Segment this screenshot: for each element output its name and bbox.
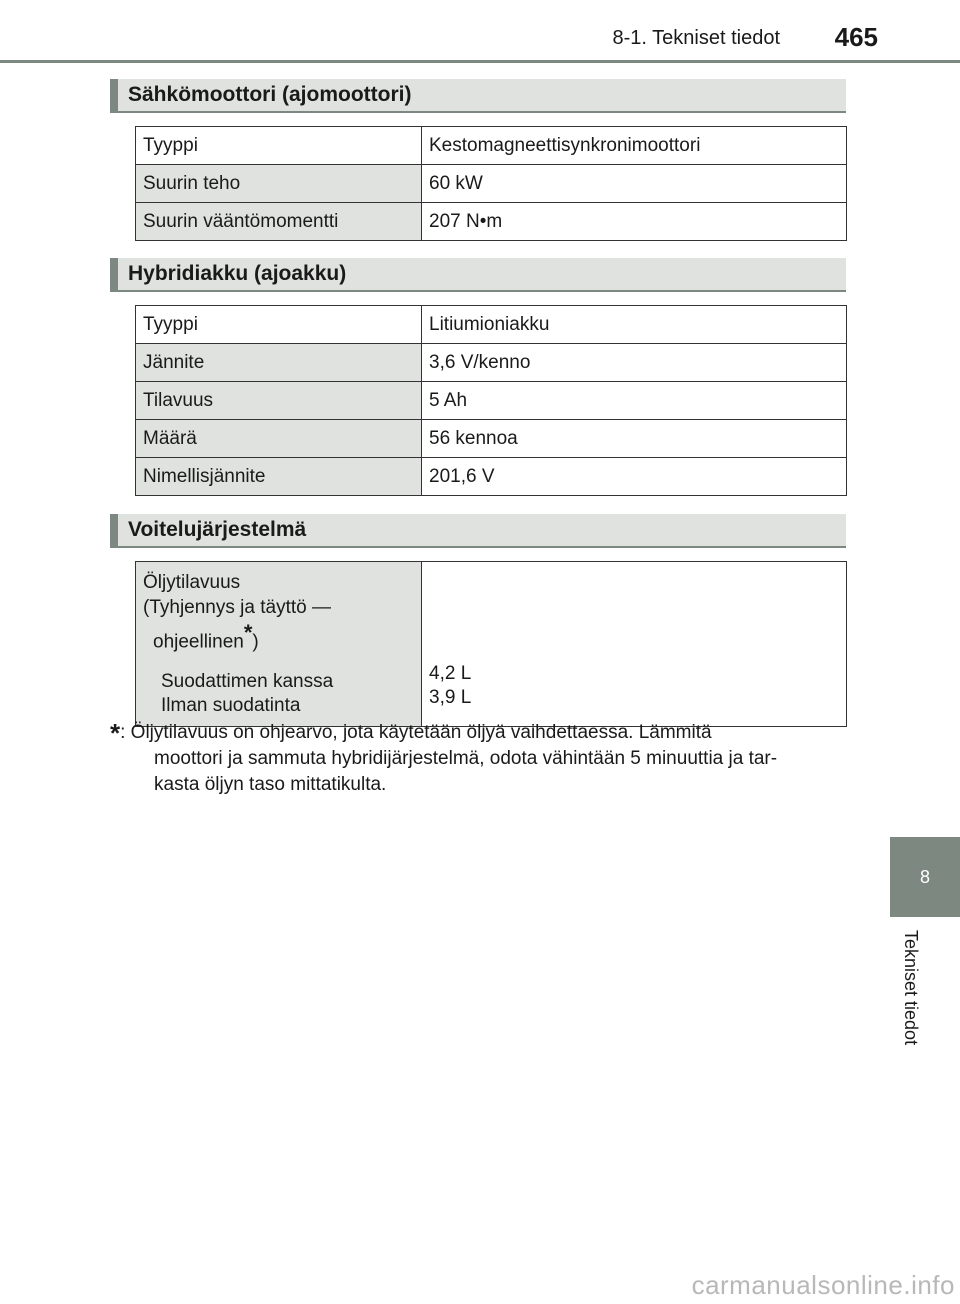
oil-value-without-filter: 3,9 L [429,687,472,708]
footnote-line3: kasta öljyn taso mittatikulta. [154,774,387,795]
spec-key: Tilavuus [136,382,422,420]
spec-key: Suurin teho [136,165,422,203]
spec-key: Suurin vääntömomentti [136,203,422,241]
page-number: 465 [834,22,878,52]
oil-value-with-filter: 4,2 L [429,663,472,684]
oil-sub-without-filter: Ilman suodatinta [161,695,301,717]
spec-key: Nimellisjännite [136,458,422,496]
oil-capacity-key [136,562,422,727]
chapter-tab[interactable] [890,837,960,917]
spec-value: Kestomagneettisynkronimoottori [422,127,847,165]
spec-key: Tyyppi [136,306,422,344]
table-row [136,382,847,420]
hybrid-battery-table [135,305,847,496]
table-row [136,306,847,344]
table-row [136,344,847,382]
table-row [136,420,847,458]
spec-value: 56 kennoa [422,420,847,458]
spec-value: Litiumioniakku [422,306,847,344]
chapter-number: 8 [919,866,930,887]
chapter-label: Tekniset tiedot [901,930,921,1046]
oil-key-line3 [143,620,414,654]
table-row [136,203,847,241]
section-title: 8-1. Tekniset tiedot [612,27,780,49]
footnote-line2: moottori ja sammuta hybridijärjestelmä, odota vähintään 5 minuuttia ja tar- [154,748,778,769]
oil-key-line2: (Tyhjennys ja täyttö — [143,597,331,618]
spec-value: 201,6 V [422,458,847,496]
footnote-line1: : Öljytilavuus on ohjearvo, jota käytetään öljyä vaihdettaessa. Lämmitä [120,722,712,743]
spec-value: 5 Ah [422,382,847,420]
footnote [110,720,840,798]
section-heading-electric-motor: Sähkömoottori (ajomoottori) [110,79,846,113]
header-rule [0,60,960,63]
footnote-star: * [110,718,121,748]
oil-capacity-value [422,562,847,727]
electric-motor-table [135,126,847,241]
watermark: carmanualsonline.info [691,1270,955,1300]
section-heading-hybrid-battery: Hybridiakku (ajoakku) [110,258,846,292]
oil-key-line3-text: ohjeellinen [153,631,244,653]
spec-value: 3,6 V/kenno [422,344,847,382]
table-row [136,165,847,203]
oil-key-line3-end: ) [252,631,259,653]
table-row [136,458,847,496]
spec-key: Määrä [136,420,422,458]
oil-sub-with-filter: Suodattimen kanssa [161,671,334,693]
spec-value: 60 kW [422,165,847,203]
spec-key: Jännite [136,344,422,382]
spec-key: Tyyppi [136,127,422,165]
oil-key-line1: Öljytilavuus [143,572,241,593]
footnote-marker-star: * [243,620,253,645]
lubrication-table [135,561,847,727]
section-heading-lubrication: Voitelujärjestelmä [110,514,846,548]
table-row [136,127,847,165]
table-row [136,562,847,727]
spec-value: 207 N•m [422,203,847,241]
